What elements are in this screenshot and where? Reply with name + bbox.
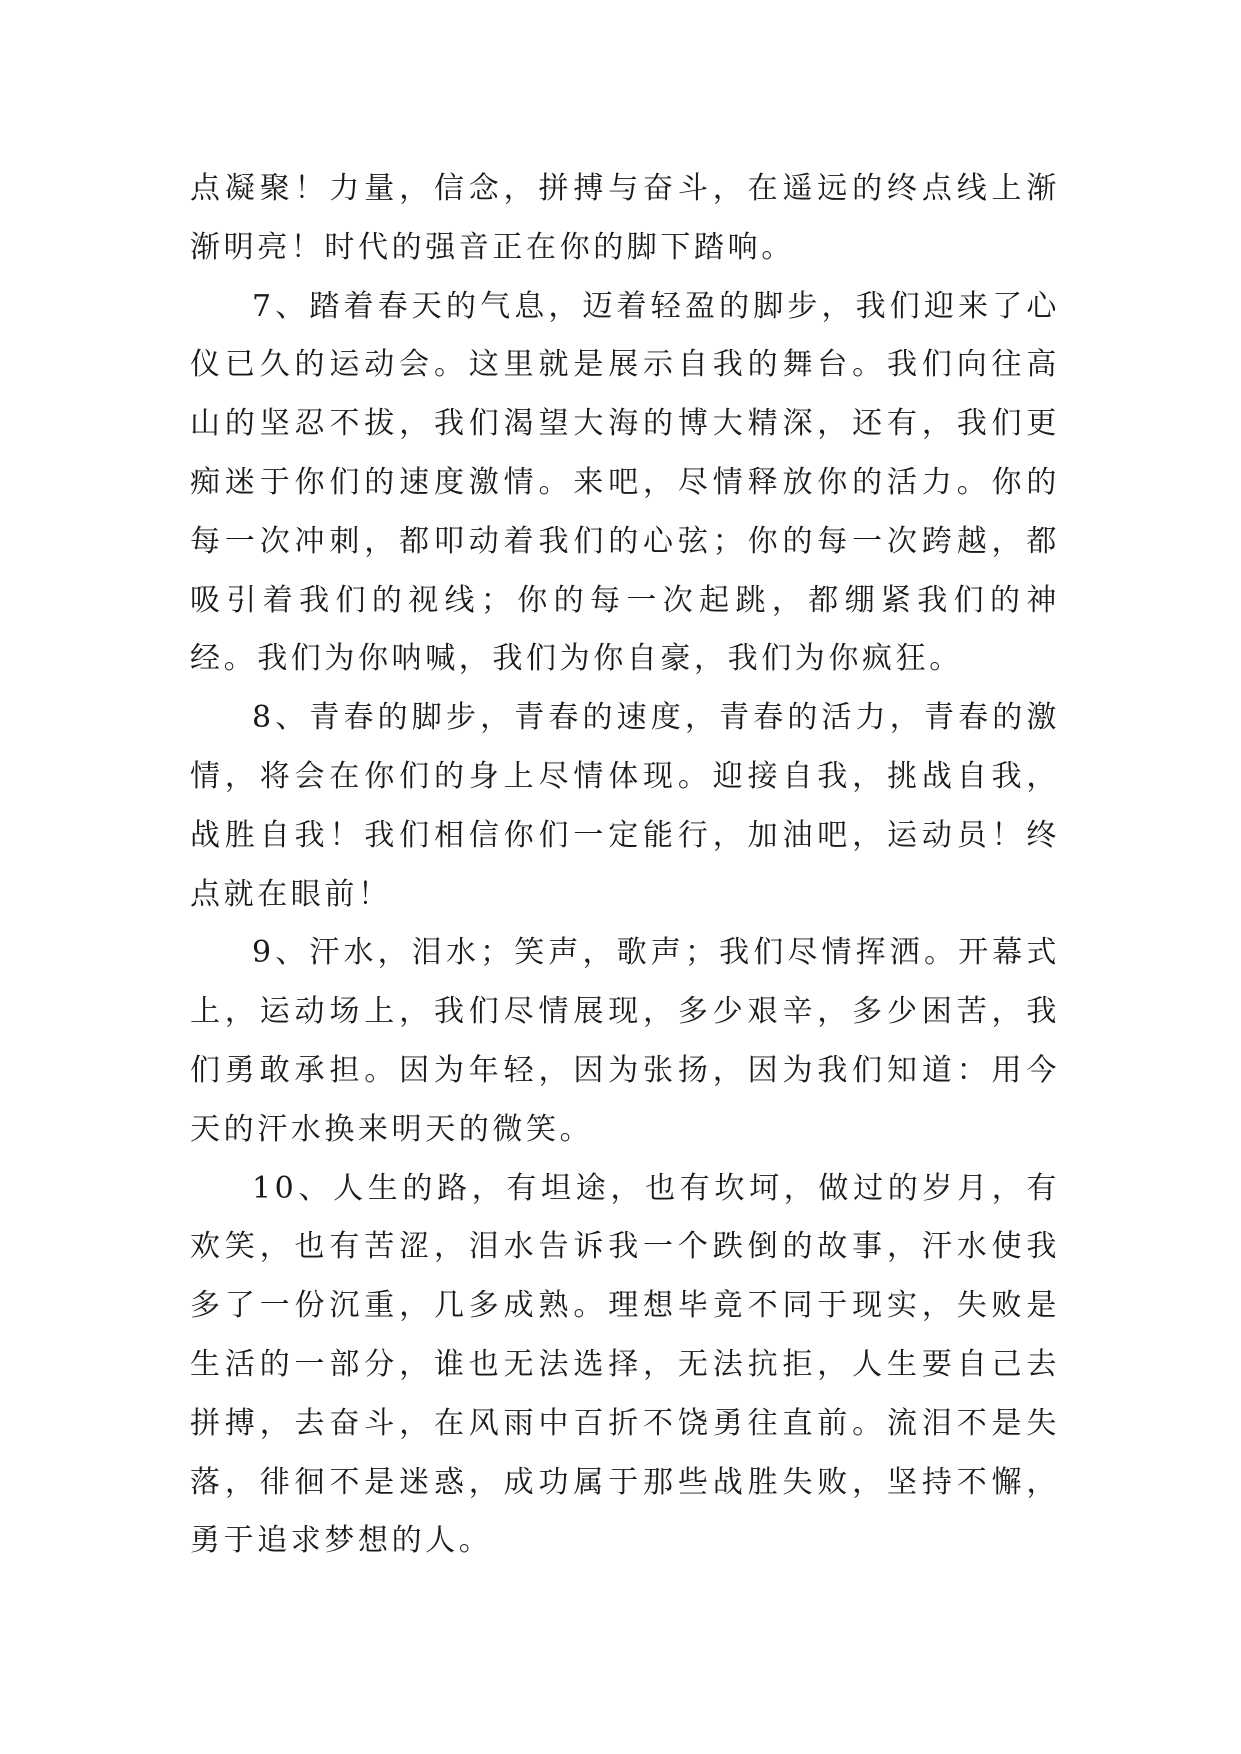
paragraph-continuation: 点凝聚！力量，信念，拼搏与奋斗，在遥远的终点线上渐渐明亮！时代的强音正在你的脚下踏响。: [190, 171, 1060, 265]
paragraph-7: 7、踏着春天的气息，迈着轻盈的脚步，我们迎来了心仪已久的运动会。这里就是展示自我的舞台。我们向往高山的坚忍不拔，我们渴望大海的博大精深，还有，我们更痴迷于你们的速度激情。来吧，尽情释放你的活力。你的每一次冲刺，都叩动着我们的心弦；你的每一次跨越，都吸引着我们的视线；你的每一次起跳，都绷紧我们的神经。我们为你呐喊，我们为你自豪，我们为你疯狂。: [190, 288, 1060, 677]
paragraph-8: 8、青春的脚步，青春的速度，青春的活力，青春的激情，将会在你们的身上尽情体现。迎接自我，挑战自我，战胜自我！我们相信你们一定能行，加油吧，运动员！终点就在眼前！: [190, 700, 1060, 912]
paragraph-10: 10、人生的路，有坦途，也有坎坷，做过的岁月，有欢笑，也有苦涩，泪水告诉我一个跌倒的故事，汗水使我多了一份沉重，几多成熟。理想毕竟不同于现实，失败是生活的一部分，谁也无法选择，无法抗拒，人生要自己去拼搏，去奋斗，在风雨中百折不饶勇往直前。流泪不是失落，徘徊不是迷惑，成功属于那些战胜失败，坚持不懈，勇于追求梦想的人。: [190, 1170, 1060, 1559]
paragraph-9: 9、汗水，泪水；笑声，歌声；我们尽情挥洒。开幕式上，运动场上，我们尽情展现，多少艰辛，多少困苦，我们勇敢承担。因为年轻，因为张扬，因为我们知道：用今天的汗水换来明天的微笑。: [190, 935, 1060, 1147]
document-page: [190, 160, 1060, 1571]
